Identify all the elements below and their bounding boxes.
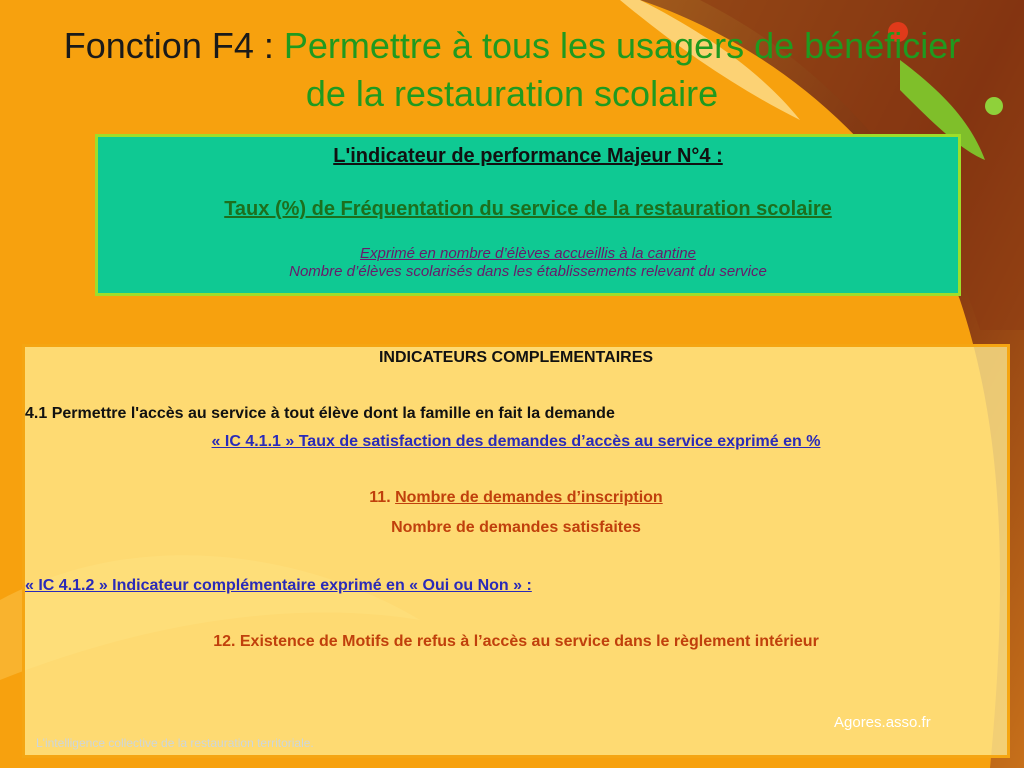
item-4-1: 4.1 Permettre l'accès au service à tout élève dont la famille en fait la demande [25, 405, 615, 422]
satisfied-requests: Nombre de demandes satisfaites [391, 519, 641, 536]
ic-4-1-2-link[interactable]: « IC 4.1.2 » Indicateur complémentaire exprimé en « Oui ou Non » : [25, 577, 532, 594]
ic-4-1-1-link[interactable]: « IC 4.1.1 » Taux de satisfaction des demandes d’accès au service exprimé en % [211, 433, 821, 450]
footer-site: Agores.asso.fr [834, 714, 931, 731]
title-prefix: Fonction F4 : [63, 25, 284, 66]
slide-title [40, 22, 984, 118]
kpi-numerator: Exprimé en nombre d’élèves accueillis à la cantine [359, 245, 696, 262]
kpi-denominator: Nombre d’élèves scolarisés dans les établissements relevant du service [289, 263, 767, 280]
complementary-indicators-box [22, 344, 1010, 758]
major-indicator-box [95, 134, 961, 296]
complementary-title: INDICATEURS COMPLEMENTAIRES [378, 349, 654, 366]
title-highlight: Permettre à tous les usagers de bénéficier de la restauration scolaire [283, 25, 961, 114]
item-11-text: Nombre de demandes d’inscription [395, 489, 663, 506]
kpi-heading: L'indicateur de performance Majeur N°4 : [333, 145, 723, 167]
kpi-name: Taux (%) de Fréquentation du service de la restauration scolaire [224, 198, 832, 220]
item-11-number: 11. [369, 489, 396, 506]
footer-tagline: L'intelligence collective de la restauration territoriale. [36, 736, 314, 750]
item-12: 12. Existence de Motifs de refus à l’accès au service dans le règlement intérieur [213, 633, 819, 650]
item-11 [25, 487, 1007, 509]
